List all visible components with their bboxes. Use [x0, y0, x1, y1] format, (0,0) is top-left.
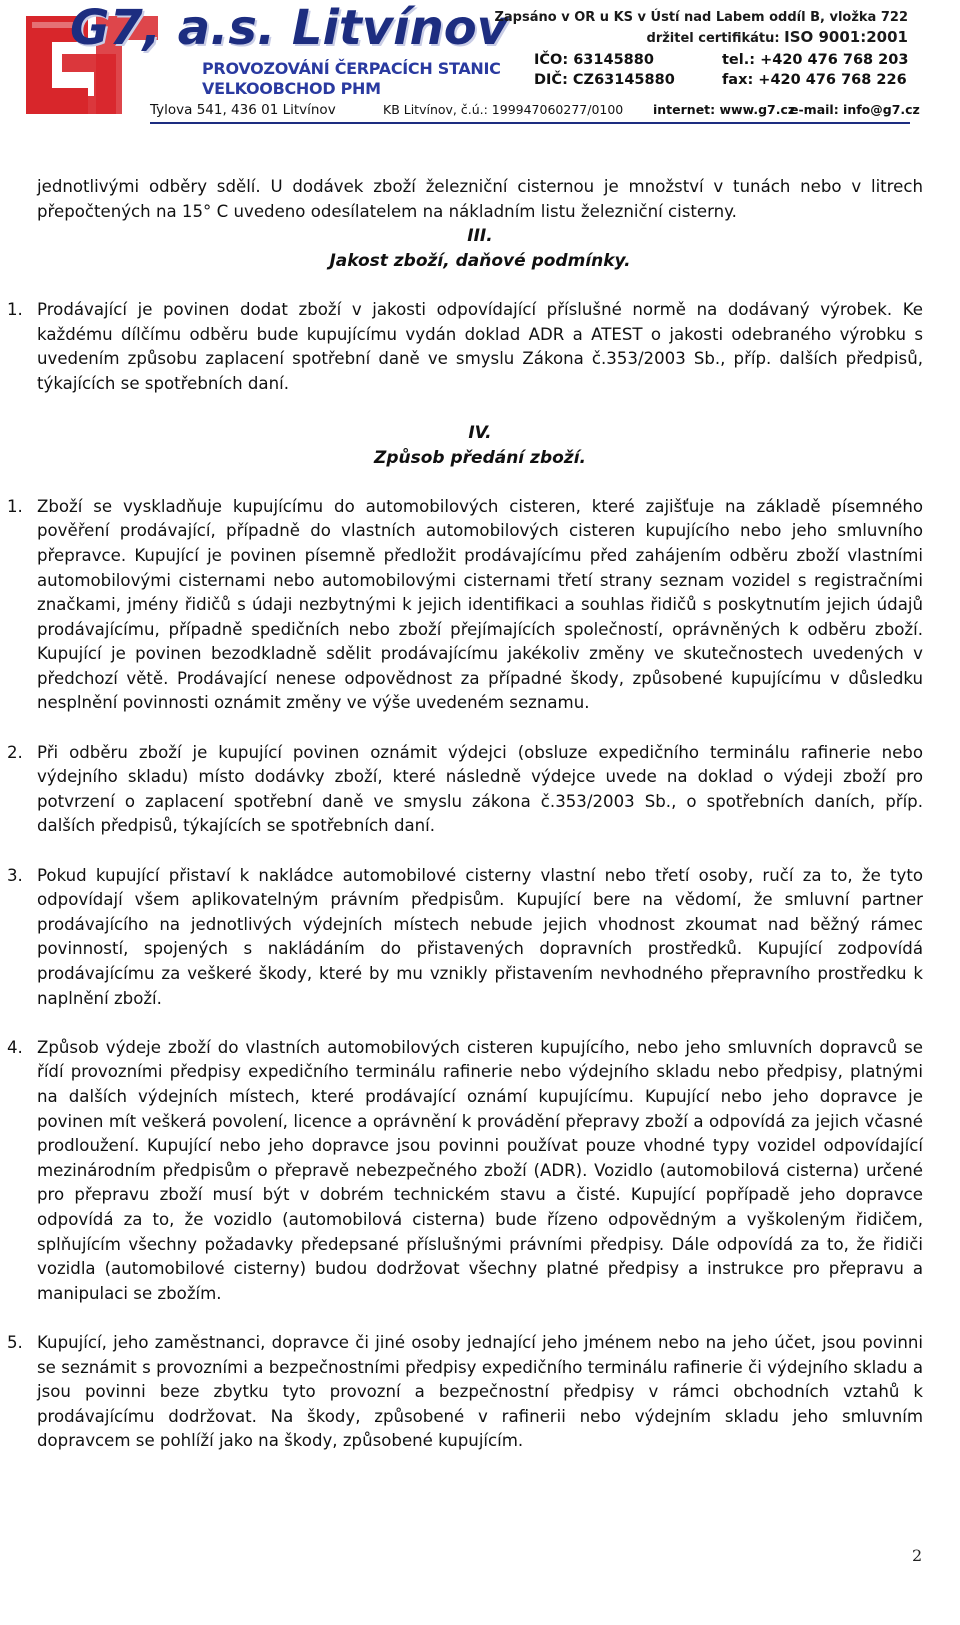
item-text: Pokud kupující přistaví k nakládce automobilové cisterny vlastní nebo třetí osoby, ručí za to, že tyto odpovídají všem aplikovatelným právním předpisům. Kupující bere na vědomí, že smluvní partner prodávajícího na jednotlivých výdejních místech nebude jejich vhodnost zkoumat nad běžný rámec povinností, spojených s nakládáním do přistavených dopravních prostředků. Kupující zodpovídá prodávajícímu za veškeré škody, které by mu vznikly přistavením nevhodného přepravního prostředku k naplnění zboží.: [37, 865, 923, 1008]
item-number: 2.: [7, 742, 23, 762]
item-number: 1.: [7, 496, 23, 516]
section-4-item-5: [7, 1331, 923, 1454]
fax-number: fax: +420 476 768 226: [722, 72, 907, 88]
item-text: Kupující, jeho zaměstnanci, dopravce či jiné osoby jednající jeho jménem nebo na jeho účet, jsou povinni se seznámit s provozními a bezpečnostními předpisy expedičního terminálu rafinerie či výdejního skladu a jsou povinni beze zbytku tyto provozní a bezpečnostní předpisy v rámci obchodních vztahů k prodávajícímu dodržovat. Na škody, způsobené v rafinerii nebo výdejním skladu jeho smluvním dopravcem se pohlíží jako na škody, způsobené kupujícím.: [37, 1332, 923, 1451]
section-3-numeral: III.: [467, 226, 493, 247]
letterhead: [0, 0, 960, 135]
item-number: 3.: [7, 865, 23, 885]
ico-number: IČO: 63145880: [534, 52, 654, 68]
certificate-value: ISO 9001:2001: [784, 28, 908, 46]
certificate-label: držitel certifikátu:: [646, 31, 780, 46]
item-number: 5.: [7, 1332, 23, 1352]
document-body: [7, 175, 923, 1454]
company-tagline-2: VELKOOBCHOD PHM: [202, 79, 381, 98]
address-row: [150, 102, 920, 122]
email-link[interactable]: e-mail: info@g7.cz: [790, 102, 920, 117]
item-text: Při odběru zboží je kupující povinen oznámit výdejci (obsluze expedičního terminálu rafinerie nebo výdejního skladu) místo dodávky zboží, které následně výdejce uvede na doklad o výdeji zboží pro potvrzení o zaplacení spotřební daně ve smyslu zákona č.353/2003 Sb., o spotřebních daních, příp. dalších předpisů, týkajících se spotřebních daní.: [37, 742, 923, 836]
section-3-item-1: [7, 298, 923, 396]
registration-info: Zapsáno v OR u KS v Ústí nad Labem oddíl B, vložka 722: [494, 10, 908, 25]
section-4-item-1: [7, 495, 923, 716]
company-tagline-1: PROVOZOVÁNÍ ČERPACÍCH STANIC: [202, 59, 501, 78]
section-4-title: Způsob předání zboží.: [374, 447, 586, 468]
certificate-info: [647, 28, 908, 46]
intro-paragraph: jednotlivými odběry sdělí. U dodávek zboží železniční cisternou je množství v tunách nebo v litrech přepočtených na 15° C uvedeno odesílatelem na nákladním listu železniční cisterny.: [37, 177, 923, 221]
dic-number: DIČ: CZ63145880: [534, 72, 675, 88]
item-text: Zboží se vyskladňuje kupujícímu do automobilových cisteren, které zajišťuje na základě písemného pověření prodávající, případně do vlastních automobilových cisteren kupujícího nebo jeho smluvního přepravce. Kupující je povinen písemně předložit prodávajícímu před zahájením odběru zboží vlastními automobilovými cisternami nebo automobilovými cisternami třetí strany seznam vozidel s registračními značkami, jmény řidičů s údaji nezbytnými k jejich identifikaci a souhlas řidičů s poskytnutím jejich údajů prodávajícímu, případně spedičních nebo zboží přejímajících společností, oprávněných k odběru zboží. Kupující je povinen bezodkladně sdělit prodávajícímu jakékoliv změny ve skutečnostech uvedených v předchozí větě. Prodávající nenese odpovědnost za případné škody, způsobené kupujícímu v důsledku nesplnění povinnosti oznámit změny ve výše uvedeném seznamu.: [37, 496, 923, 713]
bank-account: KB Litvínov, č.ú.: 199947060277/0100: [383, 102, 624, 117]
section-4-item-2: [7, 741, 923, 839]
company-name: G7, a.s. Litvínov: [70, 0, 509, 56]
company-address: Tylova 541, 436 01 Litvínov: [150, 102, 336, 118]
item-number: 4.: [7, 1037, 23, 1057]
section-3-title: Jakost zboží, daňové podmínky.: [329, 250, 631, 271]
page-number: 2: [912, 1546, 923, 1565]
section-4-item-4: [7, 1036, 923, 1307]
item-text: Prodávající je povinen dodat zboží v jakosti odpovídající příslušné normě na dodávaný výrobek. Ke každému dílčímu odběru bude kupujícímu vydán doklad ADR a ATEST o jakosti odebraného výrobku s uvedením způsobu zaplacení spotřební daně ve smyslu Zákona č.353/2003 Sb., příp. dalších předpisů, týkajících se spotřebních daní.: [37, 299, 923, 393]
website-link[interactable]: internet: www.g7.cz: [653, 102, 796, 117]
section-4-numeral: IV.: [468, 422, 492, 443]
phone-number: tel.: +420 476 768 203: [722, 52, 909, 68]
item-number: 1.: [7, 299, 23, 319]
header-divider: [150, 122, 910, 124]
item-text: Způsob výdeje zboží do vlastních automobilových cisteren kupujícího, nebo jeho smluvních dopravců se řídí provozními předpisy expedičního terminálu rafinerie nebo výdejního skladu nebo předpisy, platnými na dalších výdejních místech, které prodávající oznámí kupujícímu. Kupující nebo jeho dopravce je povinen mít veškerá povolení, licence a oprávnění k provádění přepravy zboží a odpovídá za jejich včasné prodloužení. Kupující nebo jeho dopravce jsou povinni používat pouze vhodné typy vozidel odpovídající mezinárodním předpisům o přepravě nebezpečného zboží (ADR). Vozidlo (automobilová cisterna) určené pro přepravu zboží musí být v dobrém technickém stavu a čisté. Kupující popřípadě jeho dopravce odpovídá za to, že vozidlo (automobilová cisterna) bude řízeno odpovědným a vyškoleným řidičem, splňujícím všechny požadavky předepsané příslušnými právními předpisy. Dále odpovídá za to, že řidiči vozidla (automobilové cisterny) budou dodržovat všechny platné předpisy a instrukce pro přepravu a manipulaci se zbožím.: [37, 1037, 923, 1303]
section-4-item-3: [7, 864, 923, 1012]
